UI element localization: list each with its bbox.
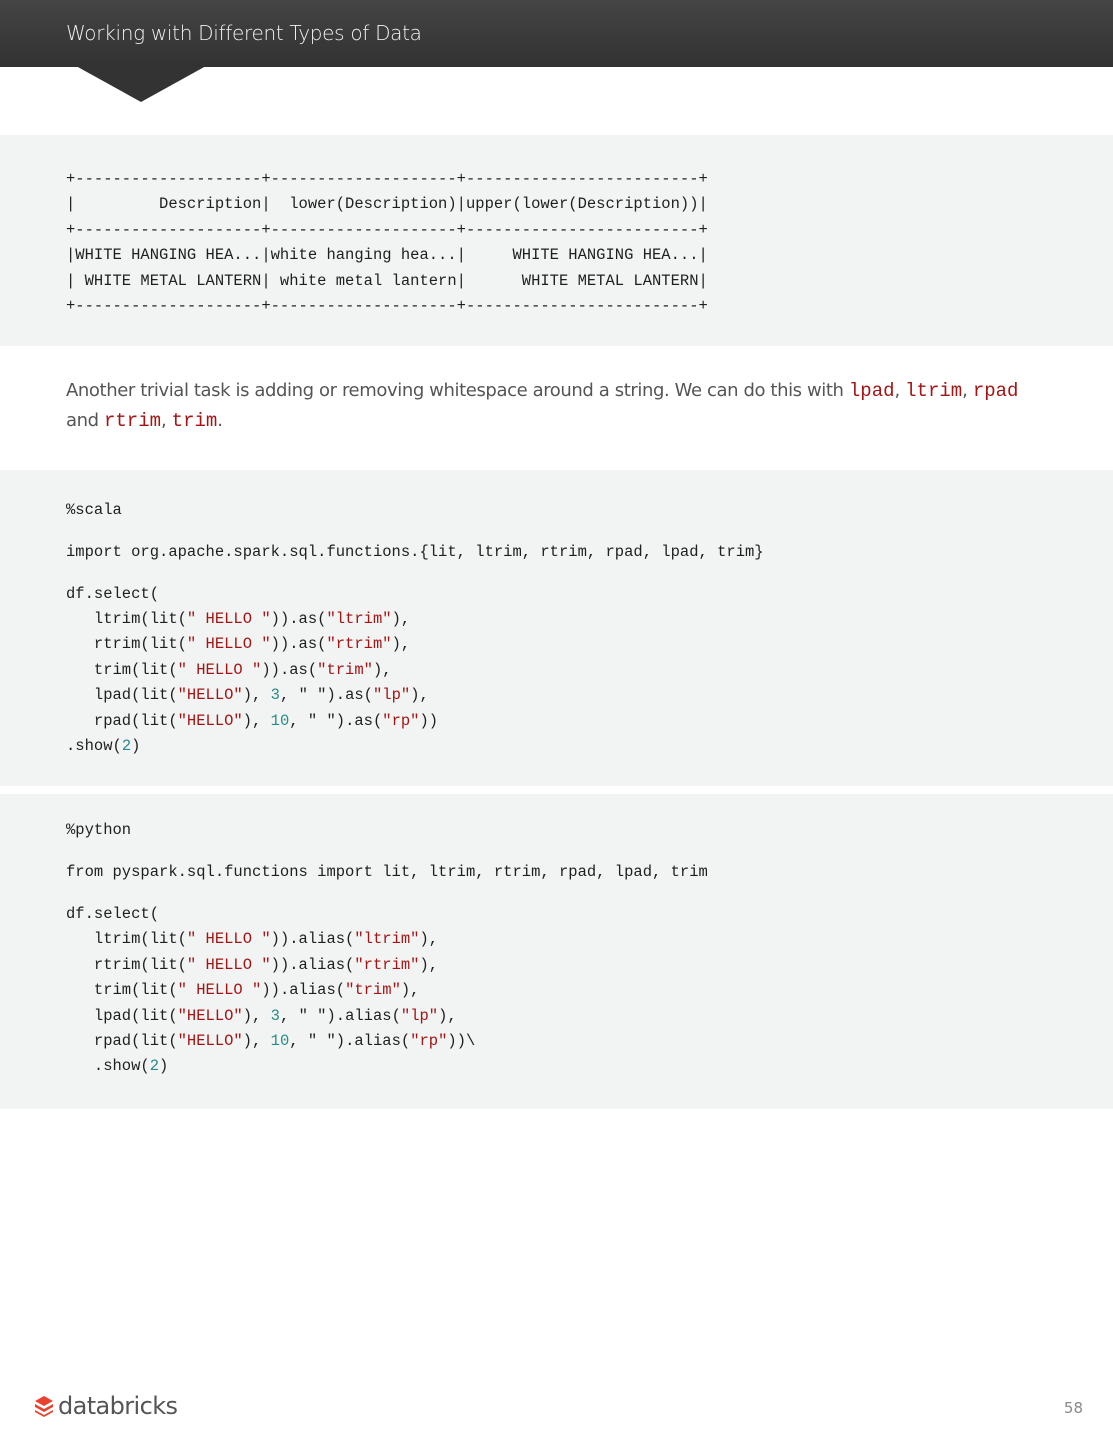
code-line: df.select( xyxy=(66,905,160,923)
databricks-logo-icon xyxy=(34,1395,54,1417)
code-line: from pyspark.sql.functions import lit, ltrim, rtrim, rpad, lpad, trim xyxy=(66,863,708,881)
header-tab-notch xyxy=(76,66,206,102)
logo-wordmark: databricks xyxy=(58,1392,178,1420)
code-line: %scala xyxy=(66,501,122,519)
code-line: rpad(lit("HELLO"), 10, " ").alias("rp"))\ xyxy=(66,1032,476,1050)
code-line: rpad(lit("HELLO"), 10, " ").as("rp")) xyxy=(66,712,439,730)
prose-text: and xyxy=(66,410,104,431)
scala-code xyxy=(66,501,764,755)
page-number: 58 xyxy=(1063,1399,1083,1417)
python-code-block xyxy=(0,794,1113,1109)
page-header xyxy=(0,0,1113,67)
code-line: import org.apache.spark.sql.functions.{lit, ltrim, rtrim, rpad, lpad, trim} xyxy=(66,543,764,561)
code-line: lpad(lit("HELLO"), 3, " ").alias("lp"), xyxy=(66,1007,457,1025)
code-line: trim(lit(" HELLO ")).as("trim"), xyxy=(66,661,392,679)
table-line: | WHITE METAL LANTERN| white metal lantern| WHITE METAL LANTERN| xyxy=(66,272,708,290)
prose-sep: , xyxy=(894,380,906,401)
code-line: ltrim(lit(" HELLO ")).as("ltrim"), xyxy=(66,610,411,628)
table-line: +--------------------+--------------------+-------------------------+ xyxy=(66,221,708,239)
code-line: trim(lit(" HELLO ")).alias("trim"), xyxy=(66,981,420,999)
code-keyword-rpad: rpad xyxy=(972,380,1019,402)
header-title: Working with Different Types of Data xyxy=(66,21,422,45)
output-block xyxy=(0,135,1113,346)
table-output xyxy=(66,170,708,315)
code-keyword-lpad: lpad xyxy=(848,380,895,402)
code-keyword-trim: trim xyxy=(171,410,218,432)
code-line: rtrim(lit(" HELLO ")).as("rtrim"), xyxy=(66,635,411,653)
python-code xyxy=(66,821,708,1075)
code-line: ltrim(lit(" HELLO ")).alias("ltrim"), xyxy=(66,930,439,948)
code-line: rtrim(lit(" HELLO ")).alias("rtrim"), xyxy=(66,956,439,974)
code-line: %python xyxy=(66,821,132,839)
table-line: +--------------------+--------------------+-------------------------+ xyxy=(66,170,708,188)
code-line: lpad(lit("HELLO"), 3, " ").as("lp"), xyxy=(66,686,429,704)
code-keyword-ltrim: ltrim xyxy=(905,380,963,402)
code-line: df.select( xyxy=(66,585,160,603)
prose-text: Another trivial task is adding or removing whitespace around a string. We can do this with xyxy=(66,380,849,401)
table-line: |WHITE HANGING HEA...|white hanging hea...| WHITE HANGING HEA...| xyxy=(66,246,708,264)
body-paragraph xyxy=(66,376,1056,436)
table-line: +--------------------+--------------------+-------------------------+ xyxy=(66,297,708,315)
table-line: | Description| lower(Description)|upper(lower(Description))| xyxy=(66,195,708,213)
databricks-logo xyxy=(34,1391,177,1421)
prose-sep: , xyxy=(161,410,172,431)
code-keyword-rtrim: rtrim xyxy=(104,410,162,432)
code-line: .show(2) xyxy=(66,737,141,755)
prose-sep: , xyxy=(962,380,973,401)
code-line: .show(2) xyxy=(66,1057,169,1075)
scala-code-block xyxy=(0,470,1113,786)
prose-end: . xyxy=(217,410,223,431)
